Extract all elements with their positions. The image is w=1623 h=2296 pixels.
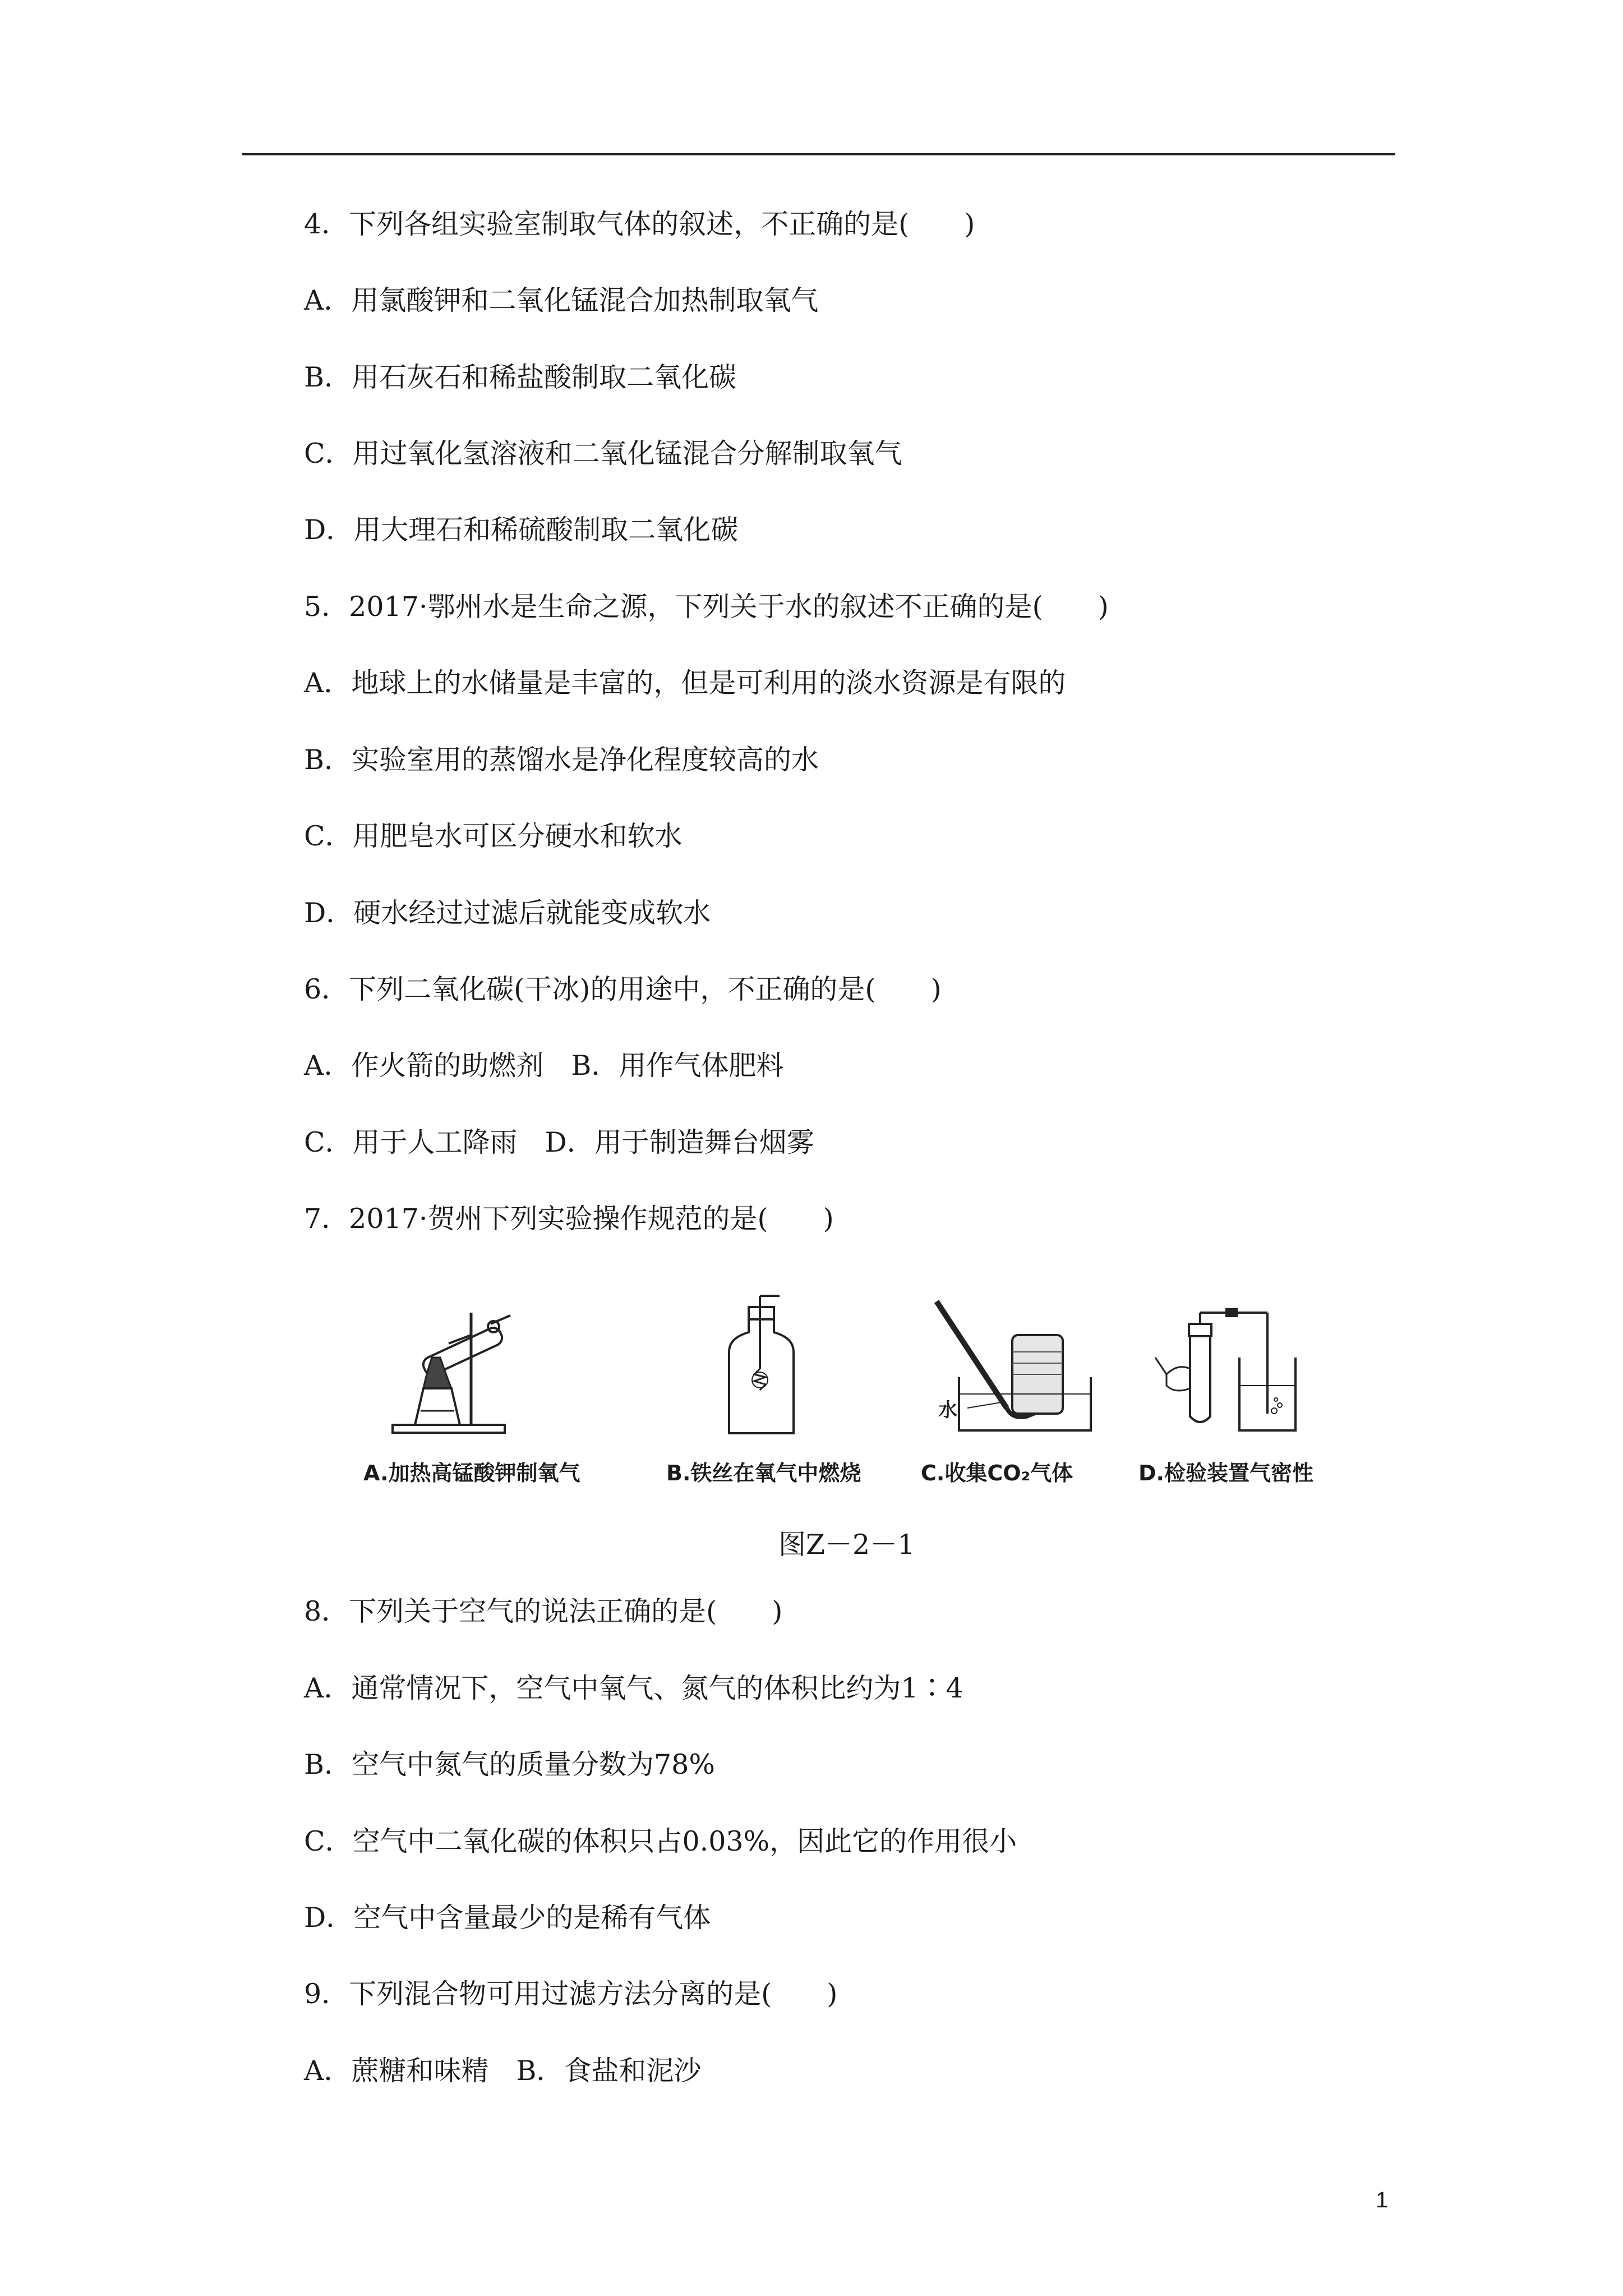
question-8-option-a: A．通常情况下，空气中氧气、氮气的体积比约为1∶4	[304, 1672, 963, 1704]
question-9-options-ab: A．蔗糖和味精 B．食盐和泥沙	[304, 2055, 702, 2087]
question-4-stem: 4．下列各组实验室制取气体的叙述，不正确的是( )	[304, 208, 975, 240]
question-5-option-a: A．地球上的水储量是丰富的，但是可利用的淡水资源是有限的	[304, 667, 1066, 699]
question-8-stem: 8．下列关于空气的说法正确的是( )	[304, 1595, 783, 1627]
caption-d: D.检验装置气密性	[1138, 1461, 1313, 1485]
question-9-stem: 9．下列混合物可用过滤方法分离的是( )	[304, 1978, 838, 2010]
question-8-option-b: B．空气中氮气的质量分数为78%	[304, 1749, 715, 1780]
question-7-stem: 7．2017·贺州下列实验操作规范的是( )	[304, 1203, 834, 1235]
question-5-option-b: B．实验室用的蒸馏水是净化程度较高的水	[304, 744, 819, 776]
experiment-figure	[359, 1290, 1335, 1503]
question-5-option-d: D．硬水经过过滤后就能变成软水	[304, 897, 711, 929]
question-4-option-a: A．用氯酸钾和二氧化锰混合加热制取氧气	[304, 284, 819, 316]
iron-wire-jar-illustration	[718, 1290, 808, 1442]
caption-a: A.加热高锰酸钾制氧气	[363, 1461, 580, 1485]
header-rule	[242, 153, 1395, 155]
question-4-option-b: B．用石灰石和稀盐酸制取二氧化碳	[304, 361, 737, 393]
question-6-options-ab: A．作火箭的助燃剂 B．用作气体肥料	[304, 1050, 784, 1082]
apparatus-c	[928, 1290, 1096, 1444]
heating-apparatus-illustration	[381, 1290, 516, 1442]
question-4-option-d: D．用大理石和稀硫酸制取二氧化碳	[304, 514, 739, 546]
question-6-options-cd: C．用于人工降雨 D．用于制造舞台烟雾	[304, 1126, 814, 1158]
figure-title: 图Z－2－1	[778, 1529, 915, 1561]
apparatus-d	[1155, 1290, 1301, 1444]
question-8-option-c: C．空气中二氧化碳的体积只占0.03%，因此它的作用很小	[304, 1825, 1017, 1857]
airtightness-check-illustration	[1155, 1290, 1301, 1442]
apparatus-b	[718, 1290, 808, 1444]
question-5-option-c: C．用肥皂水可区分硬水和软水	[304, 820, 683, 852]
water-label: 水	[938, 1399, 957, 1421]
apparatus-a	[381, 1290, 516, 1444]
page-number: 1	[1376, 2188, 1389, 2212]
question-8-option-d: D．空气中含量最少的是稀有气体	[304, 1902, 711, 1934]
caption-c: C.收集CO₂气体	[921, 1461, 1073, 1485]
caption-b: B.铁丝在氧气中燃烧	[666, 1461, 861, 1485]
question-6-stem: 6．下列二氧化碳(干冰)的用途中，不正确的是( )	[304, 973, 942, 1005]
question-4-option-c: C．用过氧化氢溶液和二氧化锰混合分解制取氧气	[304, 438, 902, 470]
question-5-stem: 5．2017·鄂州水是生命之源，下列关于水的叙述不正确的是( )	[304, 591, 1109, 623]
